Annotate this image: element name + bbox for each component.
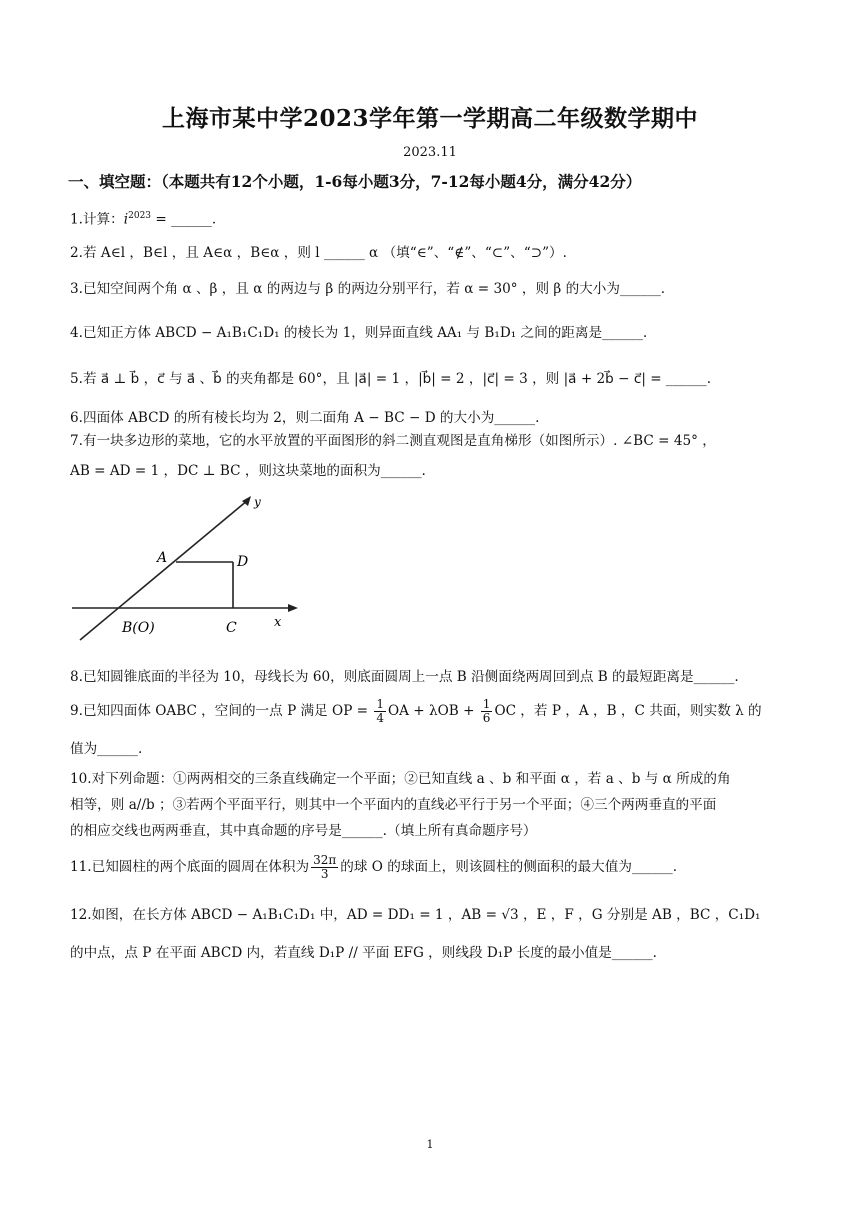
question-2: 2.若 A∈l ，B∈l ，且 A∈α ，B∈α ，则 l ______ α （填“∈”、“∉”、“⊂”、“⊃”）. bbox=[70, 245, 567, 261]
label-d: D bbox=[237, 554, 249, 570]
question-9-suffix: OC ，若 P ，A ，B ，C 共面，则实数 λ 的 bbox=[494, 703, 762, 719]
question-1-exponent: 2023 bbox=[128, 211, 152, 221]
fraction-32pi-over-3: $\frac{32\pi}{3}$ bbox=[313, 853, 337, 881]
label-x: x bbox=[274, 615, 282, 630]
x-axis-arrow bbox=[288, 604, 298, 612]
question-10-line-3: 的相应交线也两两垂直，其中真命题的序号是______.（填上所有真命题序号） bbox=[70, 823, 537, 839]
question-10-line-1: 10.对下列命题：①两两相交的三条直线确定一个平面；②已知直线 a 、b 和平面 α ，若 a 、b 与 α 所成的角 bbox=[70, 771, 731, 787]
question-11 bbox=[70, 852, 800, 882]
y-axis-line bbox=[80, 500, 248, 640]
question-12-line-1: 12.如图，在长方体 ABCD − A₁B₁C₁D₁ 中，AD = DD₁ = 1 ，AB = √3 ，E ，F ，G 分别是 AB ，BC ，C₁D₁ bbox=[70, 907, 761, 923]
trapezoid-figure bbox=[70, 492, 300, 642]
label-b-o: B(O) bbox=[122, 620, 155, 636]
question-11-prefix: 11.已知圆柱的两个底面的圆周在体积为 bbox=[70, 859, 310, 875]
question-10-line-2: 相等，则 a//b ；③若两个平面平行，则其中一个平面内的直线必平行于另一个平面；④三个两两垂直的平面 bbox=[70, 797, 717, 813]
question-5: 5.若 a⃗ ⊥ b⃗ ，c⃗ 与 a⃗ 、b⃗ 的夹角都是 60°，且 |a⃗| = 1 ，|b⃗| = 2 ，|c⃗| = 3 ，则 |a⃗ + 2b⃗ − c⃗| = ______. bbox=[70, 371, 712, 387]
question-4: 4.已知正方体 ABCD − A₁B₁C₁D₁ 的棱长为 1，则异面直线 AA₁ 与 B₁D₁ 之间的距离是______. bbox=[70, 325, 648, 341]
page-number: 1 bbox=[426, 1138, 434, 1151]
page-title: 上海市某中学2023学年第一学期高二年级数学期中 bbox=[161, 105, 698, 132]
question-7-line-2: AB = AD = 1 ，DC ⊥ BC ，则这块菜地的面积为______. bbox=[70, 463, 426, 479]
question-6: 6.四面体 ABCD 的所有棱长均为 2，则二面角 A − BC − D 的大小为______. bbox=[70, 410, 540, 426]
label-c: C bbox=[226, 620, 237, 636]
question-12-line-2: 的中点，点 P 在平面 ABCD 内，若直线 D₁P // 平面 EFG ，则线段 D₁P 长度的最小值是______. bbox=[70, 945, 657, 961]
question-1 bbox=[70, 203, 800, 233]
question-8: 8.已知圆锥底面的半径为 10，母线长为 60，则底面圆周上一点 B 沿侧面绕两周回到点 B 的最短距离是______. bbox=[70, 669, 739, 685]
question-9-line-1 bbox=[70, 697, 800, 725]
question-11-suffix: 的球 O 的球面上，则该圆柱的侧面积的最大值为______. bbox=[340, 859, 678, 875]
question-9-line-2: 值为______. bbox=[70, 741, 143, 757]
fraction-one-sixth: $\frac{1}{6}$ bbox=[482, 697, 491, 725]
label-y: y bbox=[254, 495, 261, 509]
question-7-line-1: 7.有一块多边形的菜地，它的水平放置的平面图形的斜二测直观图是直角梯形（如图所示）. ∠BC = 45° ， bbox=[70, 433, 716, 449]
label-a: A bbox=[157, 550, 168, 566]
question-3: 3.已知空间两个角 α 、β ，且 α 的两边与 β 的两边分别平行，若 α = 30° ，则 β 的大小为______. bbox=[70, 281, 666, 297]
question-1-base: i bbox=[123, 211, 129, 228]
question-1-suffix: = ______. bbox=[151, 211, 217, 228]
question-1-prefix: 1.计算： bbox=[70, 211, 124, 228]
section-heading: 一、填空题：（本题共有12个小题，1-6每小题3分，7-12每小题4分，满分42分） bbox=[68, 172, 642, 191]
question-9-middle: OA + λOB + bbox=[388, 703, 479, 719]
fraction-one-quarter: $\frac{1}{4}$ bbox=[376, 697, 385, 725]
question-9-prefix: 9.已知四面体 OABC ，空间的一点 P 满足 OP = bbox=[70, 703, 373, 719]
exam-date: 2023.11 bbox=[403, 145, 457, 160]
